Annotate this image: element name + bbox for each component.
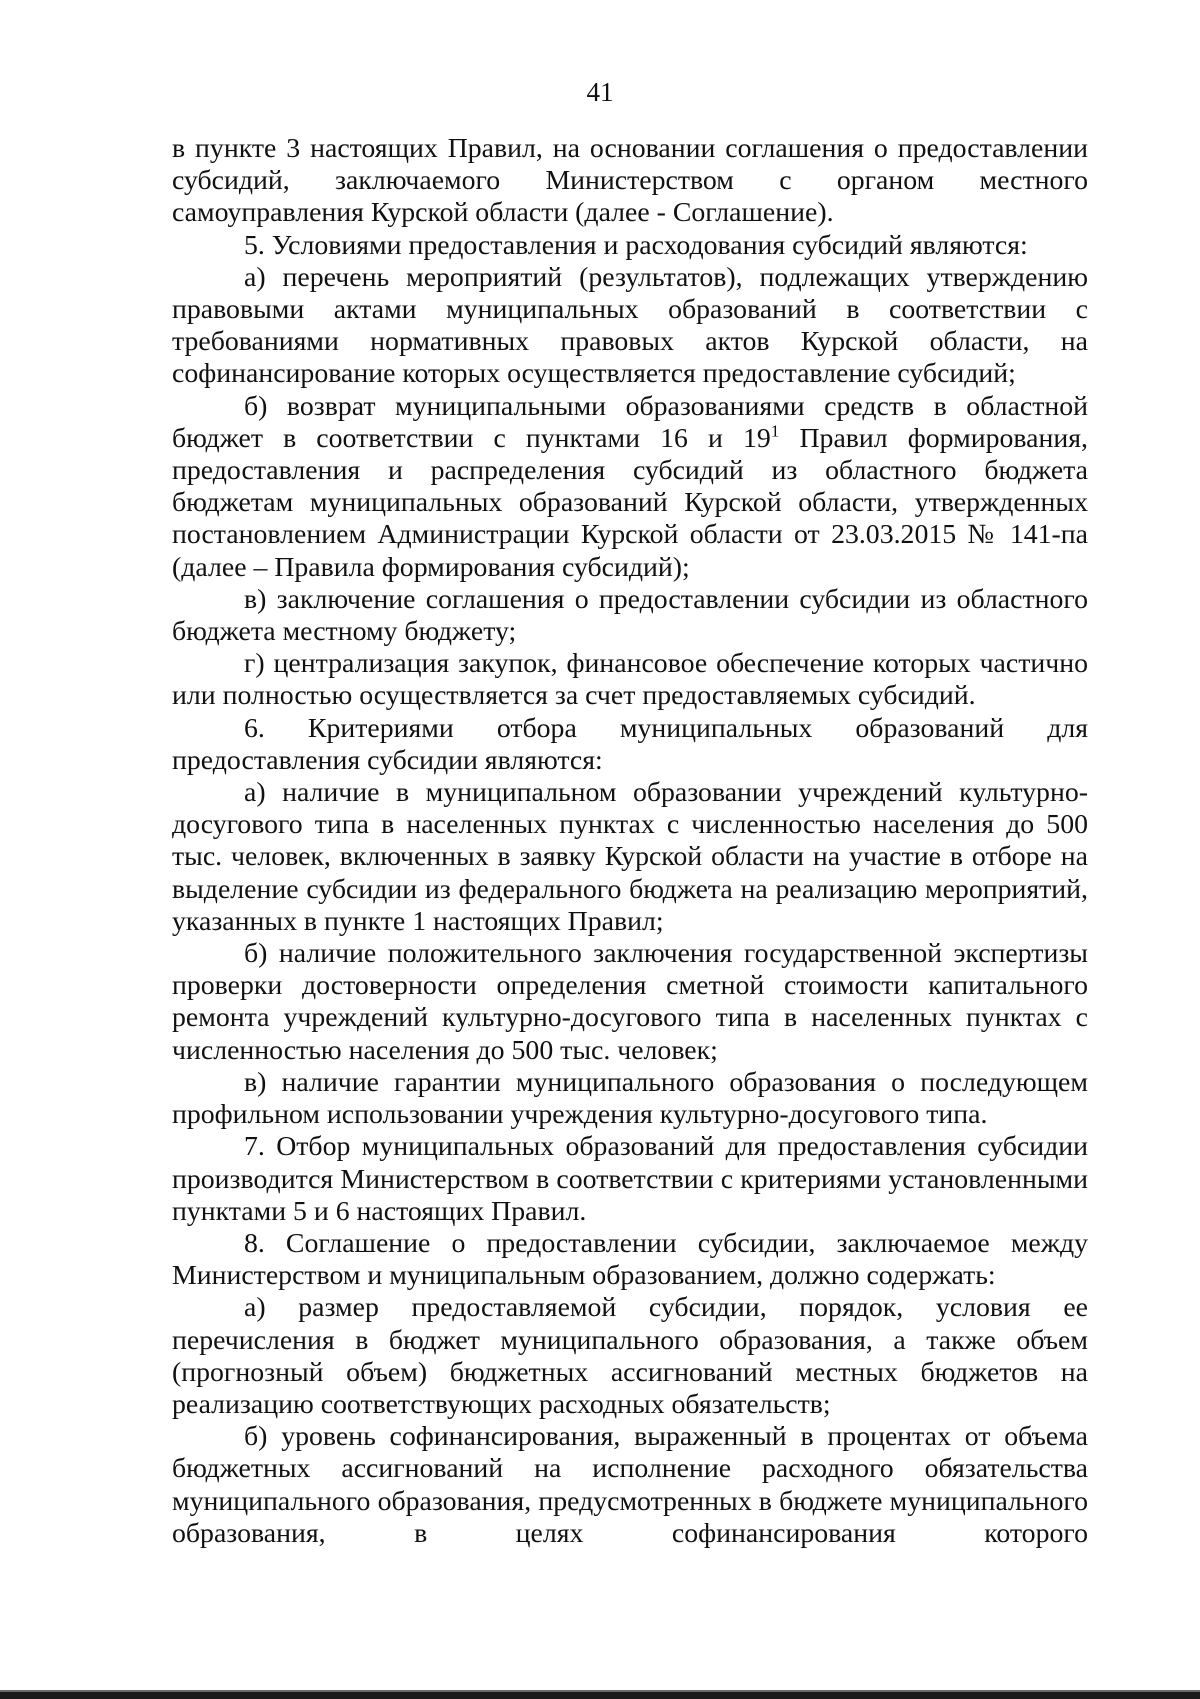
paragraph-item-8a: а) размер предоставляемой субсидии, порядок, условия ее перечисления в бюджет муниципального образования, а также объем (прогнозный объем) бюджетных ассигнований местных бюджетов на реализацию соответствующих расходных обязательств; [172, 1292, 1088, 1420]
scan-bottom-edge [0, 1692, 1200, 1699]
paragraph-item-5b [172, 391, 1088, 584]
paragraph-item-5b-text-after: Правил формирования, предоставления и распределения субсидий из областного бюджета бюджетам муниципальных образований Курской области, утвержденных постановлением Администрации Курской области от 23.03.2015 № 141-па (далее – Правила формирования субсидий); [172, 422, 1088, 583]
paragraph-item-6a: а) наличие в муниципальном образовании учреждений культурно-досугового типа в населенных пунктах с численностью населения до 500 тыс. человек, включенных в заявку Курской области на участие в отборе на выделение субсидии из федерального бюджета на реализацию мероприятий, указанных в пункте 1 настоящих Правил; [172, 777, 1088, 937]
paragraph-item-6b: б) наличие положительного заключения государственной экспертизы проверки достоверности определения сметной стоимости капитального ремонта учреждений культурно-досугового типа в населенных пунктах с численностью населения до 500 тыс. человек; [172, 938, 1088, 1066]
paragraph-item-5v: в) заключение соглашения о предоставлении субсидии из областного бюджета местному бюджету; [172, 583, 1088, 648]
paragraph-item-5a: а) перечень мероприятий (результатов), подлежащих утверждению правовыми актами муниципальных образований в соответствии с требованиями нормативных правовых актов Курской области, на софинансирование которых осуществляется предоставление субсидий; [172, 261, 1088, 390]
paragraph-continuation: в пункте 3 настоящих Правил, на основании соглашения о предоставлении субсидий, заключаемого Министерством с органом местного самоуправления Курской области (далее - Соглашение). [172, 133, 1088, 229]
paragraph-item-8: 8. Соглашение о предоставлении субсидии, заключаемое между Министерством и муниципальным образованием, должно содержать: [172, 1227, 1088, 1292]
paragraph-item-8b: б) уровень софинансирования, выраженный в процентах от объема бюджетных ассигнований на исполнение расходного обязательства муниципального образования, предусмотренных в бюджете муниципального образования, в целях софинансирования которого [172, 1421, 1088, 1549]
paragraph-item-5: 5. Условиями предоставления и расходования субсидий являются: [244, 229, 1028, 261]
paragraph-item-5b-text-before: б) возврат муниципальными образованиями средств в областной бюджет в соответствии с пунктами 16 и 19 [172, 390, 1088, 454]
document-body [172, 133, 1088, 1550]
page-number: 41 [586, 77, 614, 107]
paragraph-item-5g: г) централизация закупок, финансовое обеспечение которых частично или полностью осуществляется за счет предоставляемых субсидий. [172, 648, 1088, 712]
superscript-index: 1 [770, 421, 780, 441]
paragraph-item-6v: в) наличие гарантии муниципального образования о последующем профильном использовании учреждения культурно-досугового типа. [172, 1066, 1088, 1131]
paragraph-item-7: 7. Отбор муниципальных образований для предоставления субсидии производится Министерством в соответствии с критериями установленными пунктами 5 и 6 настоящих Правил. [172, 1131, 1088, 1227]
paragraph-item-6: 6. Критериями отбора муниципальных образований для предоставления субсидии являются: [172, 712, 1088, 776]
